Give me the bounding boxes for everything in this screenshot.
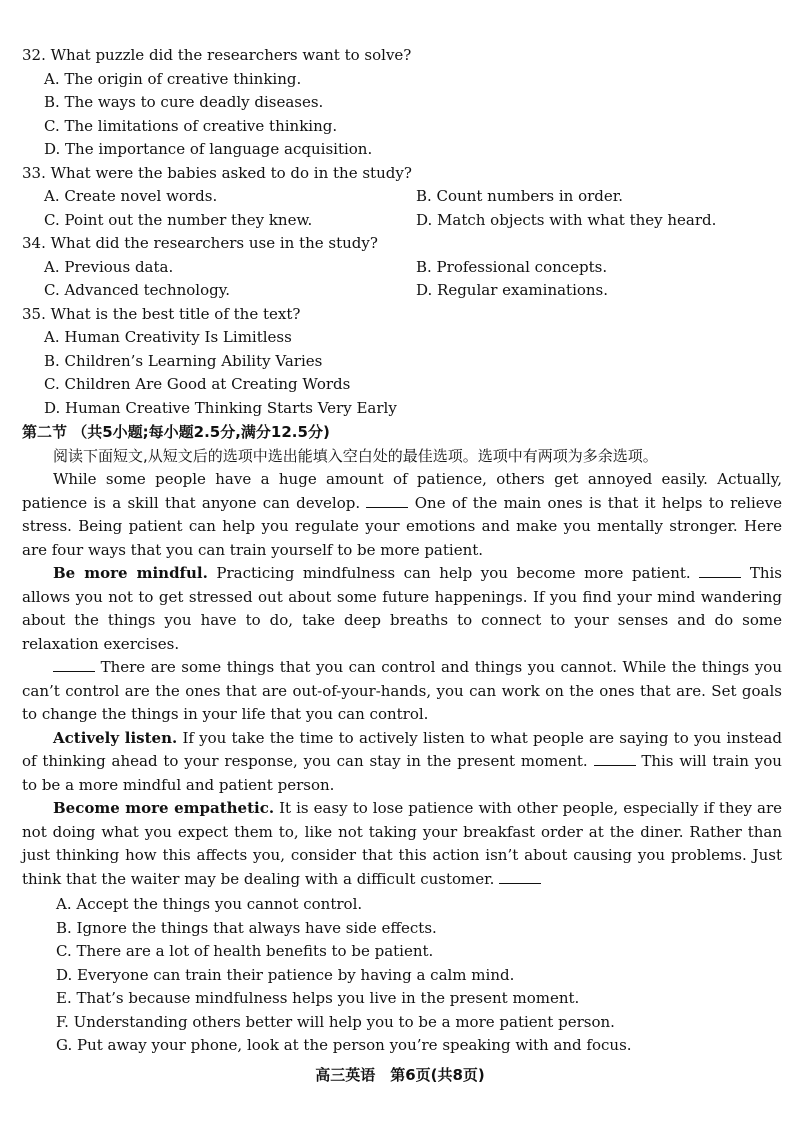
- option-c: C. There are a lot of health benefits to be patient.: [56, 942, 434, 960]
- option-b: B. Children’s Learning Ability Varies: [44, 351, 323, 370]
- paragraph-text: There are some things that you can control and things you cannot. While the things you can’t control are the ones that are out-of-your-hands, you can work on the ones that are. Set goals to change the things in your life that you can control.: [22, 658, 782, 723]
- paragraph-text: One of the main ones is that it helps to relieve stress. Being patient can help you regulate your emotions and make you mentally stronger. Here are four ways that you can train yourself to be more patient.: [22, 493, 782, 559]
- option-c: C. The limitations of creative thinking.: [44, 116, 338, 135]
- paragraph-heading: Be more mindful.: [53, 564, 208, 582]
- answer-blank: [366, 493, 408, 508]
- option-b: B. Professional concepts.: [416, 257, 608, 276]
- passage-paragraph-5: [22, 797, 782, 891]
- option-b: B. The ways to cure deadly diseases.: [44, 93, 324, 111]
- option-a: A. Human Creativity Is Limitless: [44, 328, 292, 346]
- answer-blank: [594, 751, 636, 766]
- option-f: F. Understanding others better will help you to be a more patient person.: [56, 1012, 615, 1031]
- option-a: A. Previous data.: [44, 257, 174, 276]
- option-c: C. Point out the number they knew.: [44, 210, 313, 229]
- passage-paragraph-3: [22, 656, 782, 727]
- option-g: G. Put away your phone, look at the person you’re speaking with and focus.: [56, 1036, 632, 1054]
- question-35: [22, 303, 782, 421]
- paragraph-text: While some people have a huge amount of patience, others get annoyed easily. Actually, patience is a skill that anyone can develop.: [22, 470, 782, 512]
- question-stem: 33. What were the babies asked to do in the study?: [22, 163, 412, 182]
- paragraph-heading: Become more empathetic.: [53, 799, 275, 817]
- option-d: D. Everyone can train their patience by having a calm mind.: [56, 965, 515, 984]
- exam-page: [22, 44, 782, 1058]
- answer-options: [56, 893, 782, 1058]
- option-d: D. Match objects with what they heard.: [416, 210, 717, 229]
- question-33: [22, 162, 782, 233]
- question-stem: 35. What is the best title of the text?: [22, 304, 301, 323]
- passage-paragraph-1: [22, 468, 782, 562]
- paragraph-text: It is easy to lose patience with other people, especially if they are not doing what you expect them to, like not taking your breakfast order at the diner. Rather than just thinking how this affects you, consider that this action isn’t about causing you problems. Just think that the waiter may be dealing with a difficult customer.: [22, 799, 782, 888]
- option-c: C. Children Are Good at Creating Words: [44, 375, 351, 393]
- question-stem: 32. What puzzle did the researchers want to solve?: [22, 46, 412, 64]
- option-c: C. Advanced technology.: [44, 281, 230, 299]
- page-footer: 高三英语 第6页(共8页): [315, 1066, 485, 1084]
- option-d: D. Human Creative Thinking Starts Very Early: [44, 398, 397, 417]
- paragraph-text: Practicing mindfulness can help you become more patient.: [216, 564, 691, 582]
- option-d: D. Regular examinations.: [416, 281, 609, 299]
- option-a: A. The origin of creative thinking.: [44, 69, 302, 88]
- option-a: A. Accept the things you cannot control.: [56, 895, 363, 913]
- answer-blank: [499, 869, 541, 884]
- answer-blank: [53, 657, 95, 672]
- section-header: 第二节 （共5小题;每小题2.5分,满分12.5分): [22, 423, 330, 441]
- paragraph-heading: Actively listen.: [53, 728, 178, 747]
- option-a: A. Create novel words.: [44, 187, 218, 205]
- answer-blank: [699, 563, 741, 578]
- question-32: [22, 44, 782, 162]
- option-b: B. Count numbers in order.: [416, 187, 624, 205]
- paragraph-text: If you take the time to actively listen to what people are saying to you instead of thinking ahead to your response, you can stay in the present moment.: [22, 728, 782, 770]
- paragraph-text: This will train you to be a more mindful and patient person.: [22, 752, 782, 794]
- option-d: D. The importance of language acquisition.: [44, 140, 373, 158]
- option-b: B. Ignore the things that always have side effects.: [56, 918, 437, 937]
- paragraph-text: This allows you not to get stressed out about some future happenings. If you find your mind wandering about the things you have to do, take deep breaths to connect to your senses and do some relaxation exercises.: [22, 564, 782, 653]
- question-stem: 34. What did the researchers use in the study?: [22, 234, 378, 252]
- passage-paragraph-4: [22, 727, 782, 798]
- option-e: E. That’s because mindfulness helps you live in the present moment.: [56, 989, 580, 1007]
- question-34: [22, 232, 782, 303]
- section-instruction: 阅读下面短文,从短文后的选项中选出能填入空白处的最佳选项。选项中有两项为多余选项。: [53, 446, 658, 465]
- passage-paragraph-2: [22, 562, 782, 656]
